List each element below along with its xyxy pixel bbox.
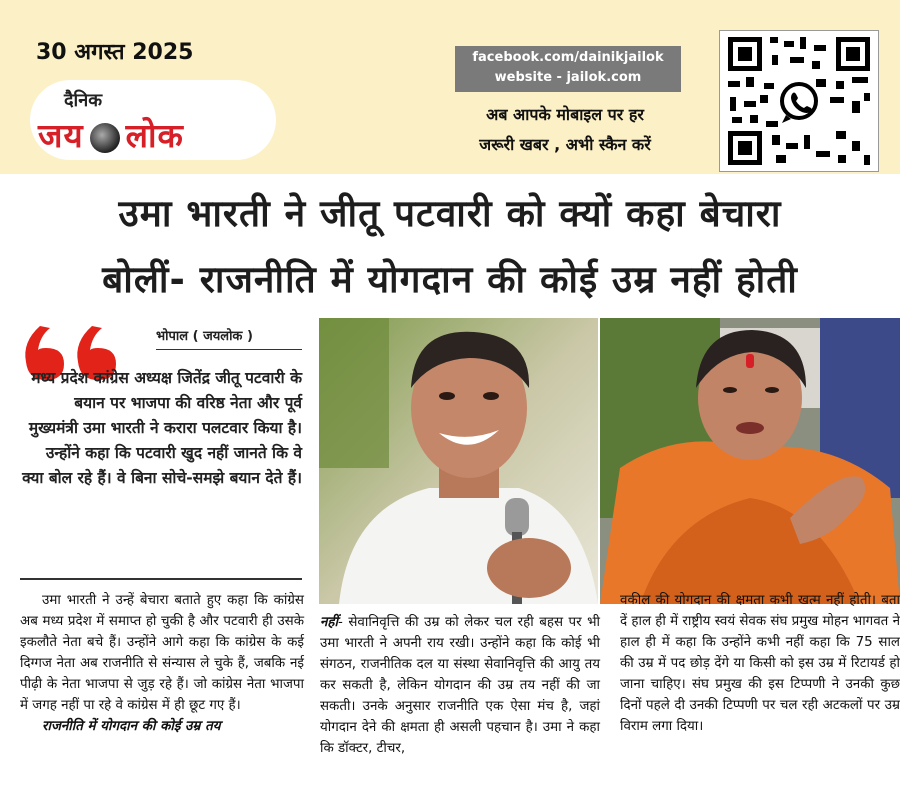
photo-uma-bharti	[600, 318, 900, 604]
article-column-1	[20, 590, 304, 737]
headline-line-2: बोलीं- राजनीति में योगदान की कोई उम्र नहीं होती	[102, 258, 798, 301]
column-1-paragraph: उमा भारती ने उन्हें बेचारा बताते हुए कहा कि कांग्रेस अब मध्य प्रदेश में समाप्त हो चुकी है और पटवारी ही उसके इकलौते नेता बचे हैं। उन्होंने आगे कहा कि कांग्रेस के कई दिग्गज नेता अब राजनीति से संन्यास ले चुके हैं, जबकि नई पीढ़ी के नेता भाजपा से जुड़ रहे हैं। जो कांग्रेस नेता भाजपा में जगह नहीं पा रहे वे कांग्रेस में ही छूट गए हैं।	[20, 593, 304, 713]
mobile-promo	[430, 100, 700, 160]
photo-jitu-patwari	[319, 318, 598, 604]
article-column-3	[620, 590, 900, 737]
social-links-box	[455, 46, 681, 92]
column-3-text: वकील की योगदान की क्षमता कभी खत्म नहीं होती। बता दें हाल ही में राष्ट्रीय स्वयं सेवक संघ प्रमुख मोहन भागवत ने हाल ही में कहा कि उन्होंने कभी नहीं कहा कि 75 साल की उम्र में पद छोड़ देंगे या किसी को इस उम्र में रिटायर्ड हो जाना चाहिए। संघ प्रमुख की इस टिप्पणी ने उनकी कुछ दिनों पहले दी उनकी टिप्पणी पर चल रही अटकलों पर उम्र विराम लगा दिया।	[620, 593, 900, 734]
qr-code-icon	[720, 31, 878, 171]
subheading-continued: नहीं	[320, 615, 339, 630]
intro-paragraph: मध्य प्रदेश कांग्रेस अध्यक्ष जितेंद्र जीतू पटवारी के बयान पर भाजपा की वरिष्ठ नेता और पूर्व मुख्यमंत्री उमा भारती ने करारा पलटवार किया है। उन्होंने कहा कि पटवारी खुद नहीं जानते कि वे क्या बोल रहे हैं। वे बिना सोचे-समझे बयान देते हैं।	[22, 369, 302, 487]
column-2-text: - सेवानिवृत्ति की उम्र को लेकर चल रही बहस पर भी उमा भारती ने अपनी राय रखी। उन्होंने कहा कि कोई भी संगठन, राजनीतिक दल या संस्था सेवानिवृत्ति की आयु तय कर सकती है, लेकिन योगदान की उम्र तय नहीं की जा सकती। उनके अनुसार राजनीति एक ऐसा मंच है, जहां योगदान देने की क्षमता ही असली पहचान है। उमा ने कहा कि डॉक्टर, टीचर,	[320, 615, 600, 756]
dateline-divider	[156, 349, 302, 350]
facebook-link[interactable]: facebook.com/dainikjailok	[472, 50, 664, 65]
mobile-promo-line2: जरूरी खबर , अभी स्कैन करें	[479, 135, 651, 154]
subheading: राजनीति में योगदान की कोई उम्र तय	[42, 719, 221, 734]
logo-word-right: लोक	[125, 116, 184, 155]
globe-icon	[90, 123, 120, 153]
website-link[interactable]: website - jailok.com	[494, 70, 642, 85]
issue-date: 30 अगस्त 2025	[36, 40, 194, 65]
headline-line-1: उमा भारती ने जीतू पटवारी को क्यों कहा बेचारा	[118, 192, 782, 235]
mobile-promo-line1: अब आपके मोबाइल पर हर	[486, 105, 644, 124]
logo-prefix: दैनिक	[64, 90, 103, 111]
qr-code[interactable]	[719, 30, 879, 172]
intro-divider	[20, 578, 302, 580]
article-column-2	[320, 612, 600, 759]
newspaper-logo	[38, 112, 184, 157]
logo-word-left: जय	[38, 116, 84, 155]
dateline: भोपाल ( जयलोक )	[156, 329, 253, 344]
